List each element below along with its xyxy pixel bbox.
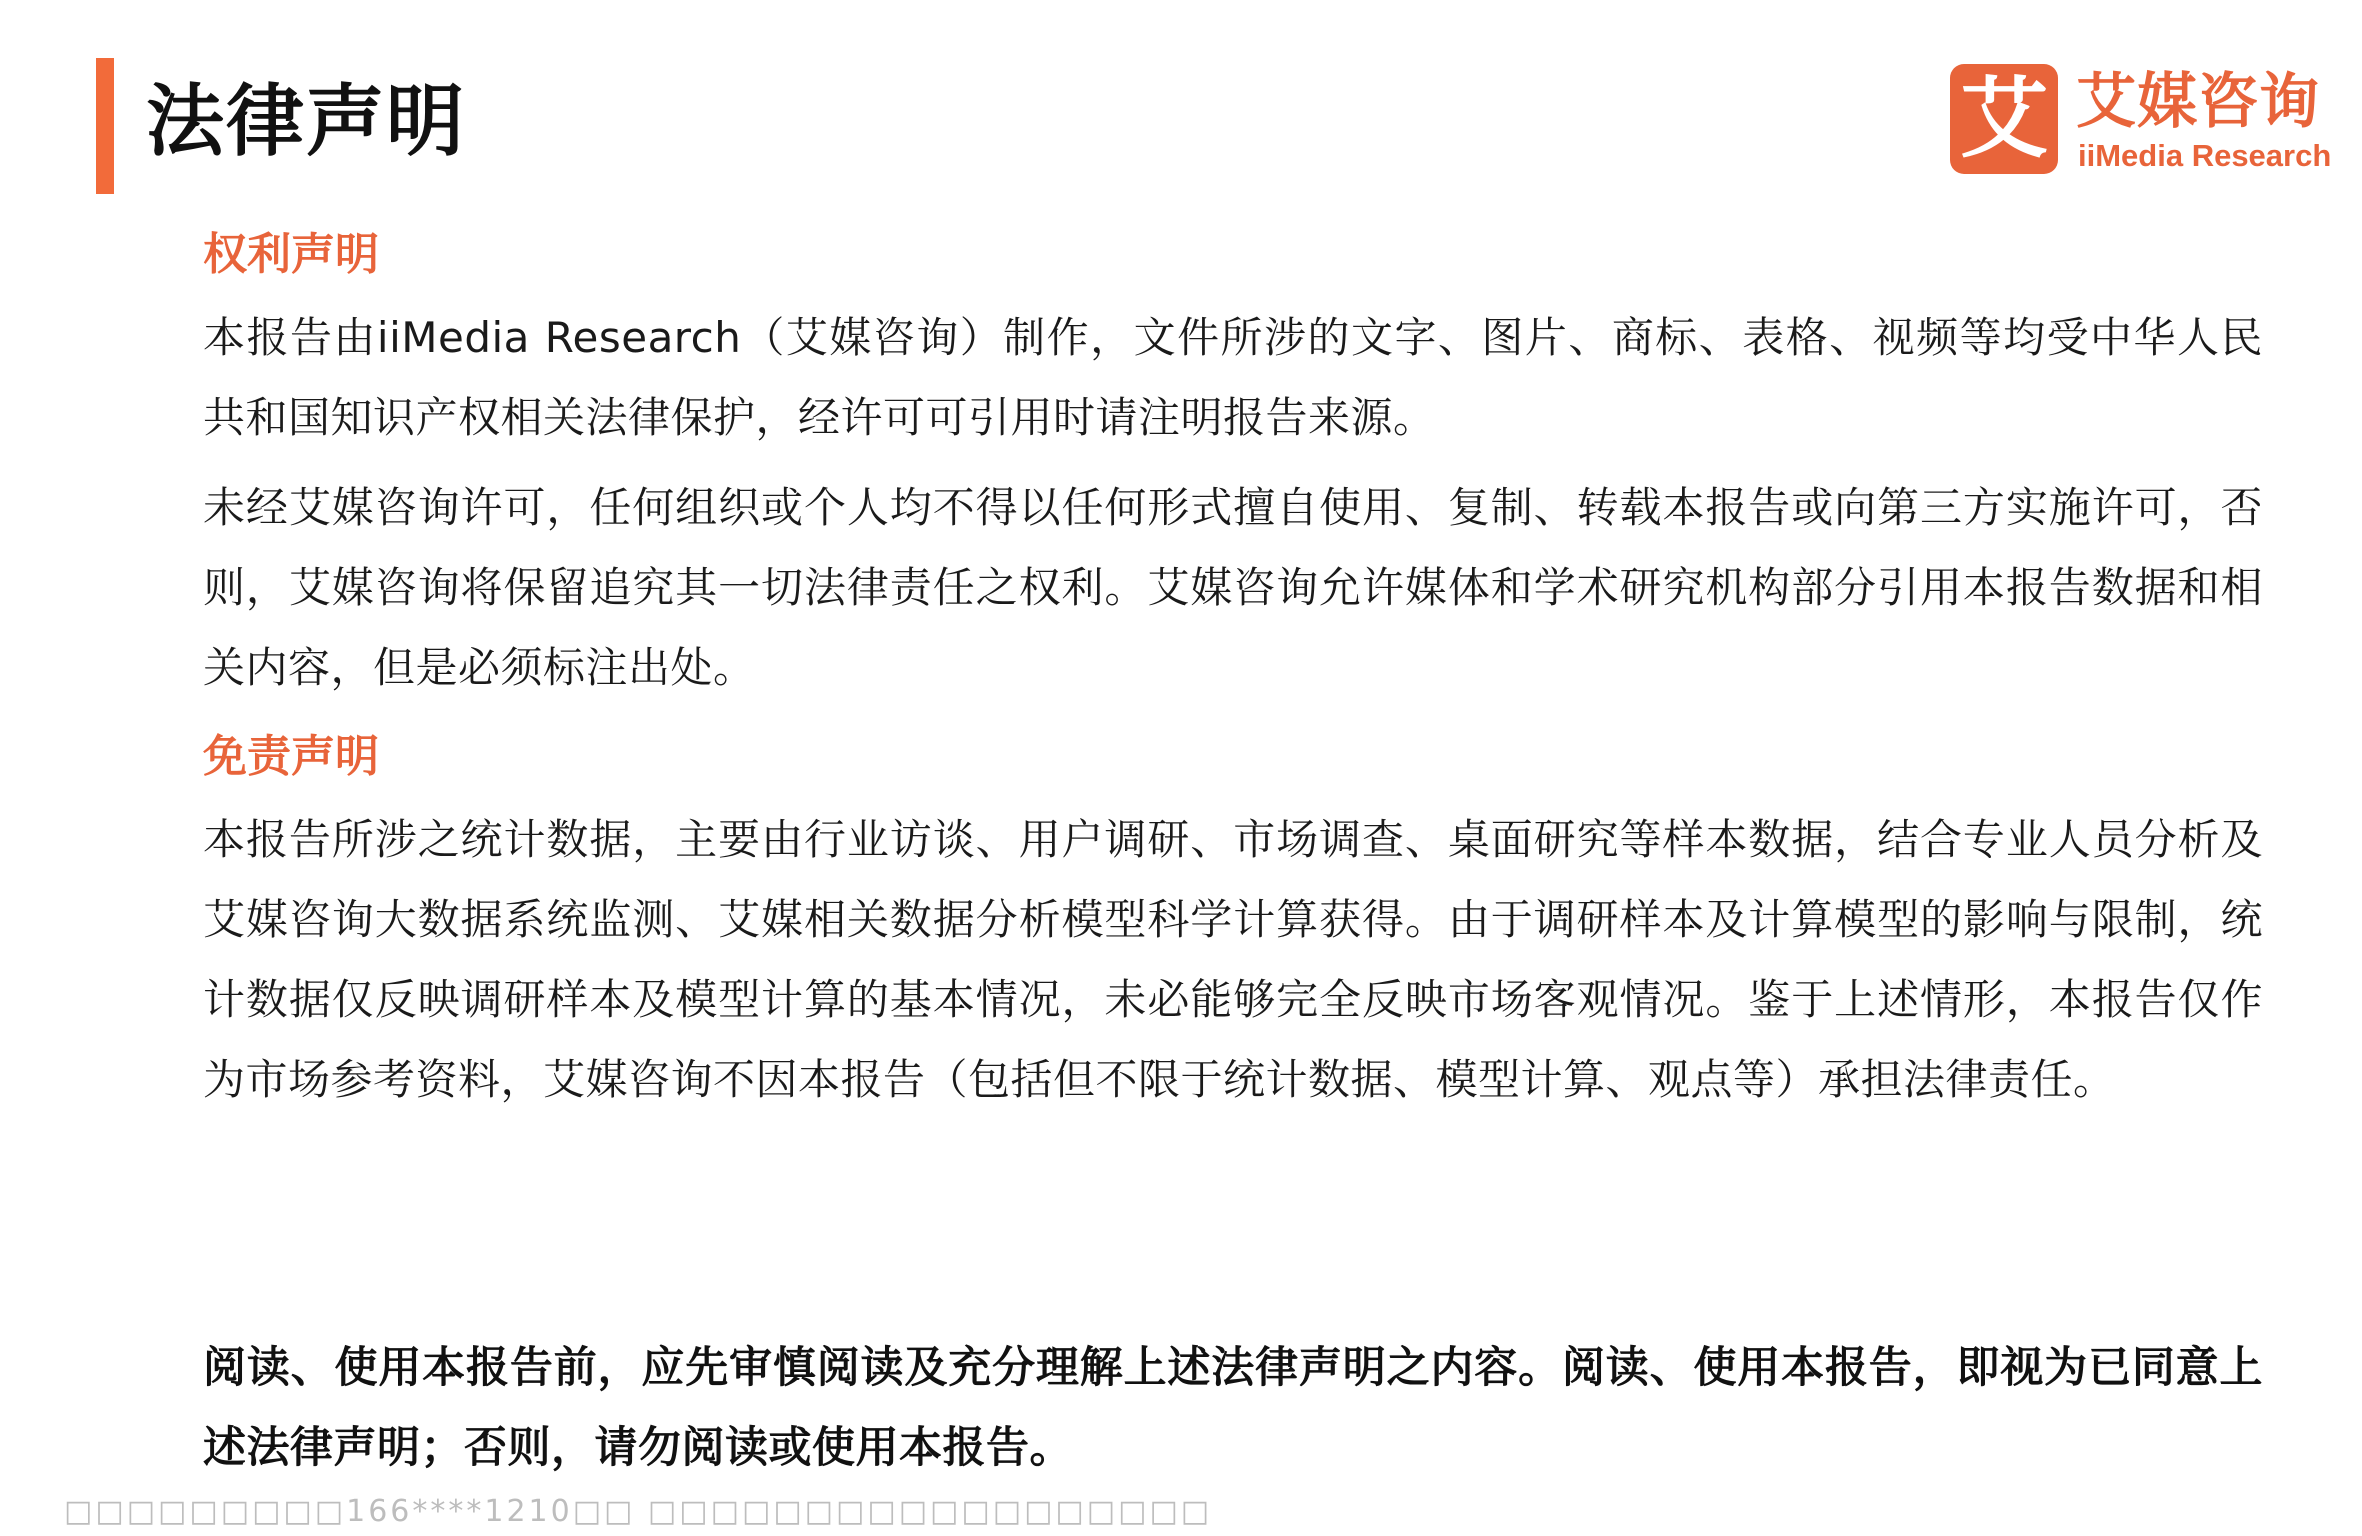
logo	[1950, 64, 2330, 178]
logo-mark: 艾	[1950, 64, 2058, 174]
section-heading-rights: 权利声明	[203, 229, 379, 280]
disclaimer-paragraph-1: 本报告所涉之统计数据，主要由行业访谈、用户调研、市场调查、桌面研究等样本数据，结合专业人员分析及艾媒咨询大数据系统监测、艾媒相关数据分析模型科学计算获得。由于调研样本及计算模型的影响与限制，统计数据仅反映调研样本及模型计算的基本情况，未必能够完全反映市场客观情况。鉴于上述情形，本报告仅作为市场参考资料，艾媒咨询不因本报告（包括但不限于统计数据、模型计算、观点等）承担法律责任。	[203, 815, 2263, 1104]
rights-paragraph-2: 未经艾媒咨询许可，任何组织或个人均不得以任何形式擅自使用、复制、转载本报告或向第三方实施许可，否则，艾媒咨询将保留追究其一切法律责任之权利。艾媒咨询允许媒体和学术研究机构部分引用本报告数据和相关内容，但是必须标注出处。	[203, 483, 2263, 692]
title-accent-bar	[96, 58, 114, 194]
watermark-text: □□□□□□□□□166****1210□□ □□□□□□□□□□□□□□□□□□	[64, 1494, 1213, 1529]
closing-statement: 阅读、使用本报告前，应先审慎阅读及充分理解上述法律声明之内容。阅读、使用本报告，即视为已同意上述法律声明；否则，请勿阅读或使用本报告。	[203, 1343, 2263, 1473]
logo-subtitle: iiMedia Research	[2078, 138, 2332, 173]
section-heading-disclaimer: 免责声明	[203, 731, 379, 782]
logo-name: 艾媒咨询	[2076, 67, 2320, 137]
legal-content	[203, 220, 2263, 1120]
rights-paragraph-1: 本报告由iiMedia Research（艾媒咨询）制作，文件所涉的文字、图片、商标、表格、视频等均受中华人民共和国知识产权相关法律保护，经许可可引用时请注明报告来源。	[203, 313, 2263, 442]
page-title: 法律声明	[146, 77, 467, 167]
